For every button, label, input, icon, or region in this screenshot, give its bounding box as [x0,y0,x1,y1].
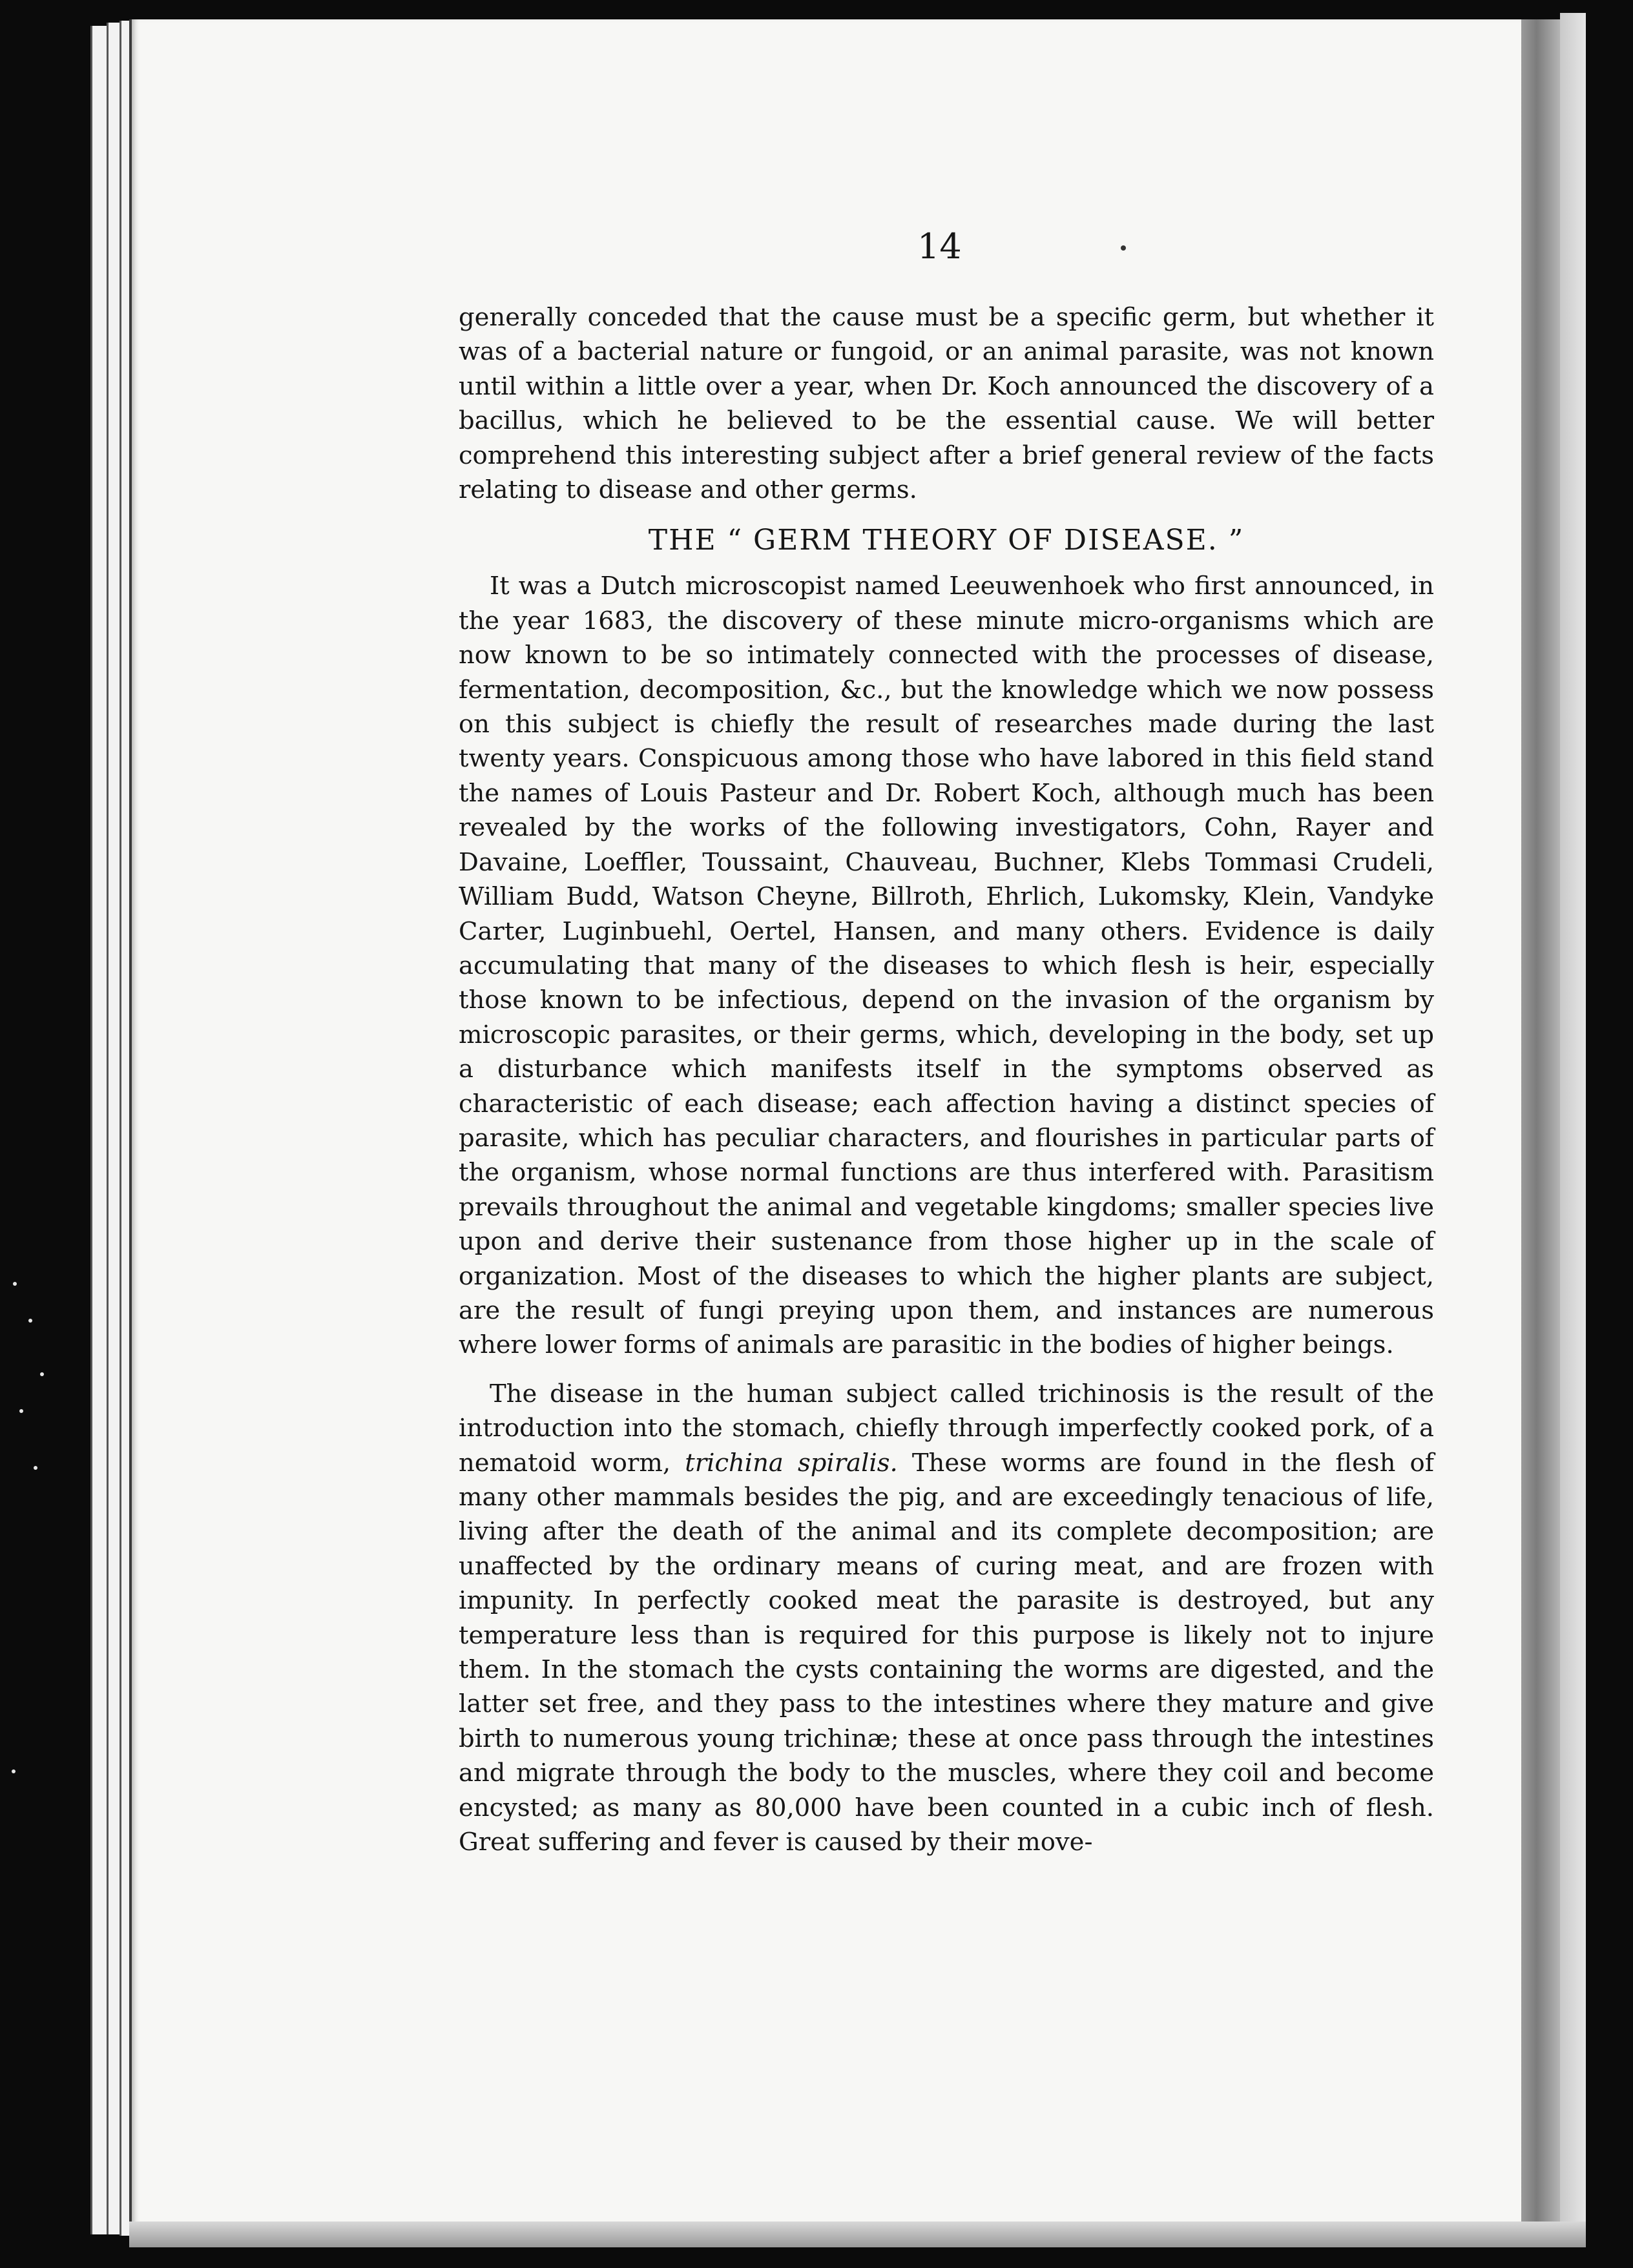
page-body [459,300,1434,1859]
scan-speck [40,1372,44,1376]
page-number: 14 [917,226,962,267]
paragraph-3-text-continued: These worms are found in the flesh of many other mammals besides the pig, and are exceedingly tenacious of life, living after the death of the animal and its complete decomposition; are unaffected by the ordinary means of curing meat, and are frozen with impunity. In perfectly cooked meat the parasite is destroyed, but any temperature less than is required for this purpose is likely not to injure them. In the stomach the cysts containing the worms are digested, and the latter set free, and they pass to the intestines where they mature and give birth to numerous young trichinæ; these at once pass through the intestines and migrate through the body to the muscles, where they coil and become encysted; as many as 80,000 have been counted in a cubic inch of flesh. Great suffering and fever is caused by their move- [459,1448,1434,1857]
page-edge-right-outer [1560,13,1586,2241]
scan-speck [13,1282,17,1286]
paragraph-3-italic-term: trichina spiralis. [685,1448,898,1478]
paragraph-gap [459,1363,1434,1377]
ink-dot [1121,245,1126,251]
paragraph-2: It was a Dutch microscopist named Leeuwenhoek who first announced, in the year 1683, the discovery of these minute micro-organisms which are now known to be so intimately connected with the processes of disease, fermentation, decomposition, &c., but the knowledge which we now possess on this subject is chiefly the result of researches made during the last twenty years. Conspicuous among those who have labored in this field stand the names of Louis Pasteur and Dr. Robert Koch, although much has been revealed by the works of the following investigators, Cohn, Rayer and Davaine, Loeffler, Toussaint, Chauveau, Buchner, Klebs Tommasi Crudeli, William Budd, Watson Cheyne, Billroth, Ehrlich, Lukomsky, Klein, Vandyke Carter, Luginbuehl, Oertel, Hansen, and many others. Evidence is daily accumulating that many of the diseases to which flesh is heir, especially those known to be infectious, depend on the invasion of the organism by microscopic parasites, or their germs, which, developing in the body, set up a disturbance which manifests itself in the symptoms observed as characteristic of each disease; each affection having a distinct species of parasite, which has peculiar characters, and flourishes in particular parts of the organism, whose normal functions are thus interfered with. Parasitism prevails throughout the animal and vegetable kingdoms; smaller species live upon and derive their sustenance from those higher up in the scale of organization. Most of the diseases to which the higher plants are subject, are the result of fungi preying upon them, and instances are numerous where lower forms of animals are parasitic in the bodies of higher beings. [459,572,1434,1360]
page-edge-right [1521,19,1560,2234]
paragraph-3-text: The disease in the human subject called trichinosis is the result of the introduction into the stomach, chiefly through imperfectly cooked pork, of a nematoid worm, [459,1379,1434,1478]
section-heading: THE “ GERM THEORY OF DISEASE. ” [648,524,1245,557]
scan-speck [12,1769,16,1773]
paragraph-3 [459,1377,1434,1860]
scan-speck [19,1409,23,1413]
page-edge-bottom [129,2222,1586,2247]
scan-speck [28,1319,32,1323]
paragraph-1: generally conceded that the cause must be a specific germ, but whether it was of a bacterial nature or fungoid, or an animal parasite, was not known until within a little over a year, when Dr. Koch announced the discovery of a bacillus, which he believed to be the essential cause. We will better comprehend this interesting subject after a brief general review of the facts relating to disease and other germs. [459,303,1434,505]
scan-speck [34,1466,37,1470]
